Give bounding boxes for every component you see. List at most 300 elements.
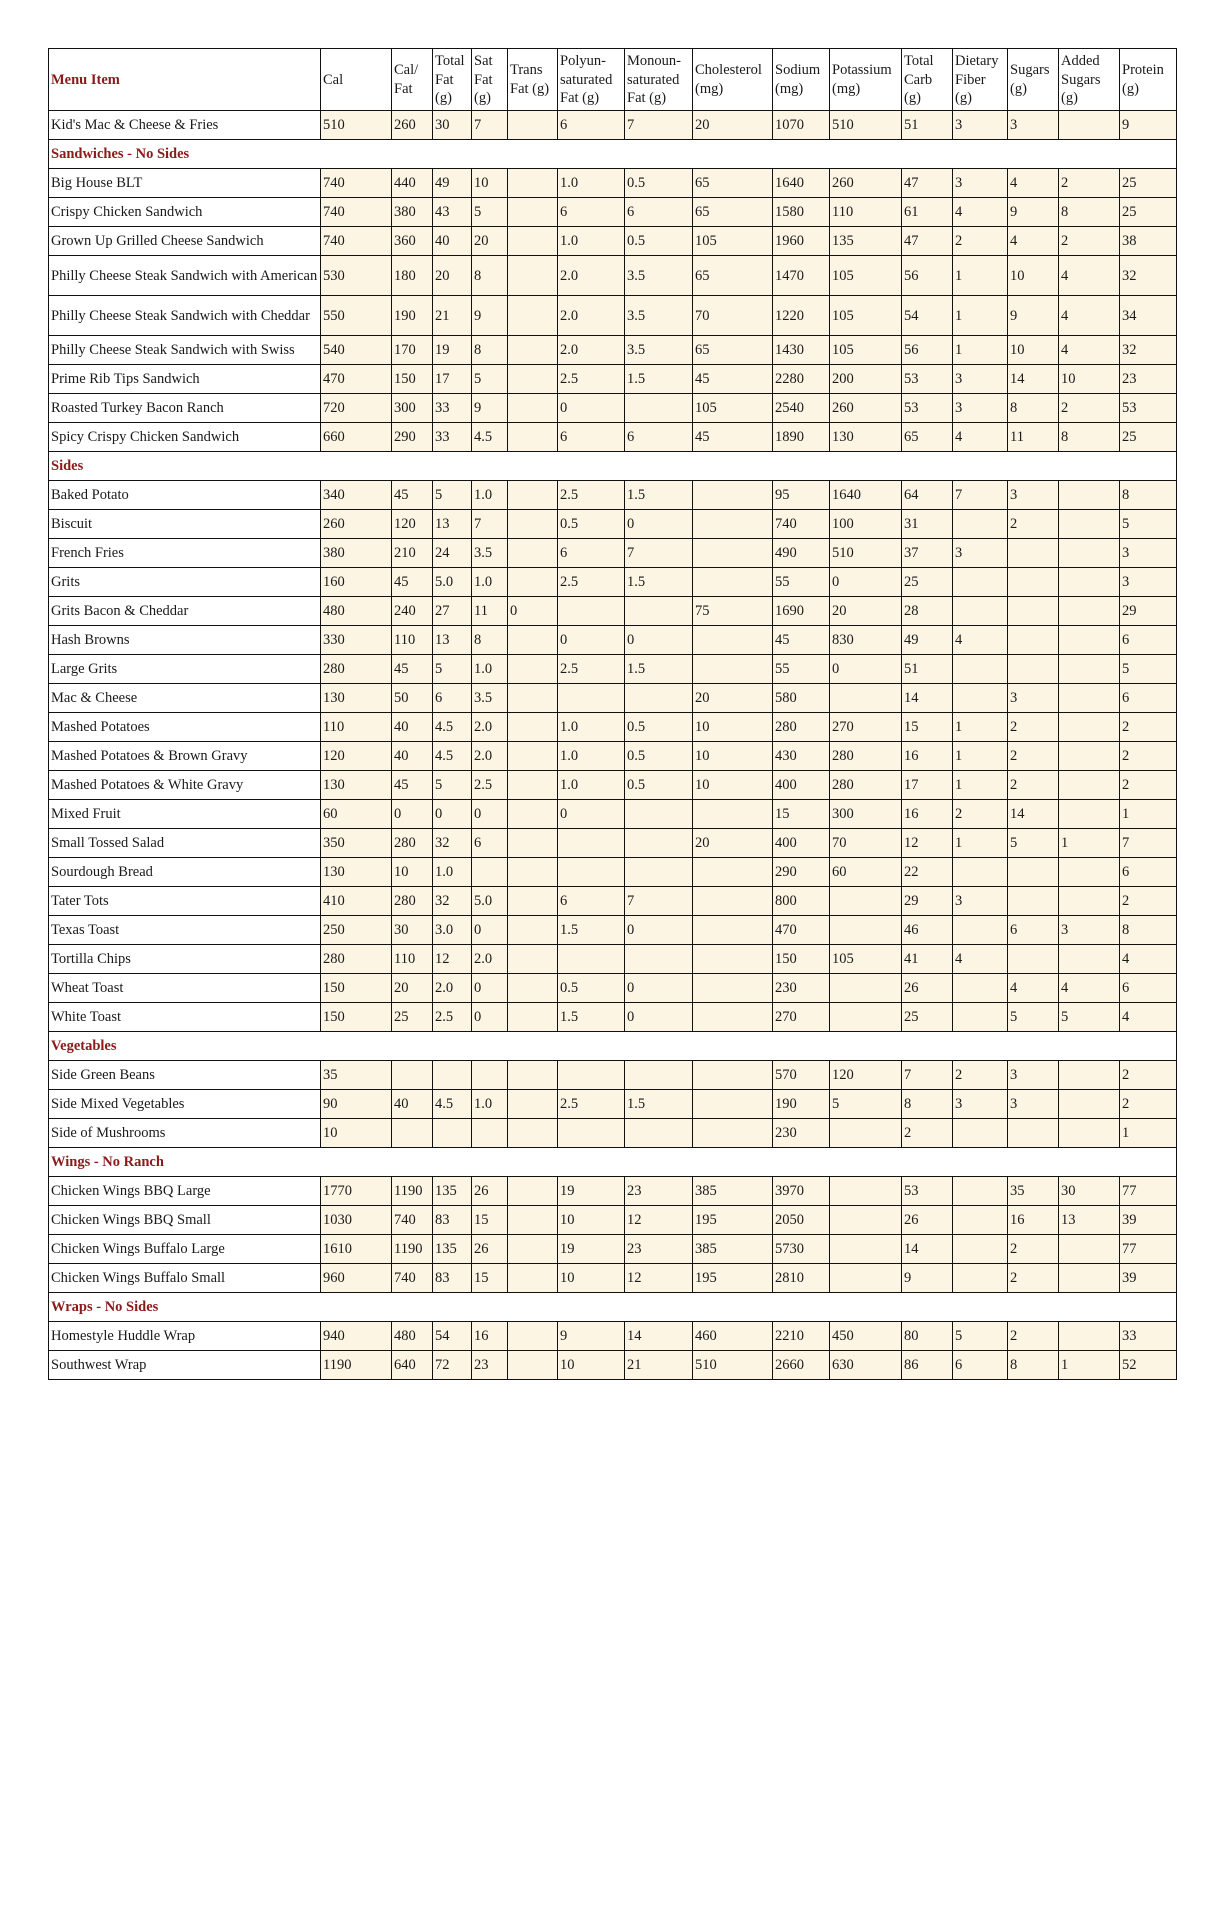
nutrient-value: 110: [392, 945, 433, 974]
nutrient-value: 10: [693, 713, 773, 742]
nutrient-value: [508, 568, 558, 597]
nutrient-value: 195: [693, 1206, 773, 1235]
nutrient-value: 47: [902, 227, 953, 256]
nutrient-value: 2050: [773, 1206, 830, 1235]
table-body: [49, 111, 1177, 1380]
nutrient-value: [830, 1119, 902, 1148]
menu-item-name: Small Tossed Salad: [49, 829, 321, 858]
nutrient-value: 39: [1120, 1206, 1177, 1235]
nutrient-value: 51: [902, 655, 953, 684]
nutrient-value: 53: [902, 365, 953, 394]
nutrient-value: 45: [693, 365, 773, 394]
nutrient-value: 135: [433, 1177, 472, 1206]
table-row: [49, 1322, 1177, 1351]
nutrient-value: 25: [1120, 198, 1177, 227]
nutrient-value: [953, 655, 1008, 684]
nutrient-value: 105: [830, 256, 902, 296]
nutrient-value: [508, 365, 558, 394]
nutrient-value: 470: [773, 916, 830, 945]
nutrient-value: 15: [773, 800, 830, 829]
nutrient-value: 21: [433, 296, 472, 336]
nutrient-value: 56: [902, 336, 953, 365]
nutrient-value: 0: [625, 510, 693, 539]
nutrient-value: [508, 684, 558, 713]
nutrient-value: [1059, 481, 1120, 510]
menu-item-name: Tater Tots: [49, 887, 321, 916]
nutrient-value: 3.0: [433, 916, 472, 945]
nutrient-value: 2: [1120, 742, 1177, 771]
nutrient-value: 0: [433, 800, 472, 829]
table-row: [49, 169, 1177, 198]
nutrient-value: 19: [558, 1235, 625, 1264]
nutrient-value: 385: [693, 1235, 773, 1264]
section-title: Vegetables: [49, 1032, 1177, 1061]
nutrient-value: [508, 510, 558, 539]
nutrient-value: 1030: [321, 1206, 392, 1235]
nutrient-value: 64: [902, 481, 953, 510]
nutrient-value: 2: [902, 1119, 953, 1148]
nutrient-value: 360: [392, 227, 433, 256]
nutrient-value: [953, 1003, 1008, 1032]
nutrient-value: 33: [433, 423, 472, 452]
menu-item-name: Big House BLT: [49, 169, 321, 198]
nutrient-value: 0: [558, 626, 625, 655]
nutrient-value: 2: [1008, 713, 1059, 742]
nutrient-value: 480: [392, 1322, 433, 1351]
nutrient-value: 640: [392, 1351, 433, 1380]
nutrient-value: [1008, 568, 1059, 597]
nutrient-value: 460: [693, 1322, 773, 1351]
table-row: [49, 655, 1177, 684]
nutrient-value: 0: [472, 1003, 508, 1032]
nutrient-value: 2: [1059, 394, 1120, 423]
nutrient-value: 12: [625, 1264, 693, 1293]
nutrient-value: [693, 539, 773, 568]
nutrient-value: 150: [392, 365, 433, 394]
nutrient-value: 46: [902, 916, 953, 945]
nutrient-value: 3.5: [625, 336, 693, 365]
nutrient-value: 270: [830, 713, 902, 742]
nutrient-value: [1059, 1322, 1120, 1351]
nutrient-value: 150: [321, 1003, 392, 1032]
nutrient-value: [1008, 858, 1059, 887]
nutrient-value: 35: [321, 1061, 392, 1090]
nutrient-value: [1059, 1119, 1120, 1148]
nutrient-value: 25: [392, 1003, 433, 1032]
nutrient-value: 740: [321, 227, 392, 256]
table-row: [49, 227, 1177, 256]
nutrient-value: 40: [392, 1090, 433, 1119]
nutrient-value: 5: [1120, 510, 1177, 539]
nutrient-value: 11: [1008, 423, 1059, 452]
nutrient-value: [508, 198, 558, 227]
menu-item-name: Philly Cheese Steak Sandwich with Cheddar: [49, 296, 321, 336]
nutrient-value: 960: [321, 1264, 392, 1293]
nutrient-value: 290: [392, 423, 433, 452]
nutrient-value: 11: [472, 597, 508, 626]
menu-item-name: Wheat Toast: [49, 974, 321, 1003]
nutrient-value: 1640: [773, 169, 830, 198]
nutrient-value: 8: [1120, 481, 1177, 510]
nutrient-value: 9: [558, 1322, 625, 1351]
nutrient-value: 2280: [773, 365, 830, 394]
nutrient-value: [1059, 684, 1120, 713]
nutrient-value: 2: [953, 800, 1008, 829]
nutrient-value: [953, 597, 1008, 626]
nutrient-value: 120: [830, 1061, 902, 1090]
nutrient-value: [693, 655, 773, 684]
nutrient-value: [830, 916, 902, 945]
menu-item-name: Sourdough Bread: [49, 858, 321, 887]
nutrient-value: [558, 858, 625, 887]
nutrient-value: 470: [321, 365, 392, 394]
nutrient-value: 5730: [773, 1235, 830, 1264]
nutrient-value: [508, 742, 558, 771]
nutrient-value: [1059, 1090, 1120, 1119]
nutrient-value: 3: [1120, 539, 1177, 568]
nutrient-value: 30: [392, 916, 433, 945]
nutrient-value: [953, 1206, 1008, 1235]
column-header: Cholesterol (mg): [693, 49, 773, 111]
menu-item-name: Southwest Wrap: [49, 1351, 321, 1380]
nutrient-value: [508, 1090, 558, 1119]
nutrient-value: 4.5: [433, 713, 472, 742]
nutrient-value: 70: [830, 829, 902, 858]
nutrient-value: 570: [773, 1061, 830, 1090]
nutrient-value: [953, 568, 1008, 597]
nutrient-value: [693, 1119, 773, 1148]
nutrient-value: [558, 597, 625, 626]
nutrient-value: 1.5: [625, 481, 693, 510]
nutrient-value: 0: [830, 568, 902, 597]
nutrient-value: [1059, 887, 1120, 916]
nutrient-value: 0.5: [625, 227, 693, 256]
nutrient-value: 2: [1008, 1322, 1059, 1351]
nutrient-value: 5: [433, 481, 472, 510]
nutrient-value: 260: [392, 111, 433, 140]
section-title: Wraps - No Sides: [49, 1293, 1177, 1322]
menu-item-name: White Toast: [49, 1003, 321, 1032]
nutrient-value: 8: [472, 336, 508, 365]
nutrient-value: 61: [902, 198, 953, 227]
nutrient-value: 24: [433, 539, 472, 568]
nutrient-value: 630: [830, 1351, 902, 1380]
nutrient-value: 5: [953, 1322, 1008, 1351]
nutrient-value: 77: [1120, 1235, 1177, 1264]
table-row: [49, 365, 1177, 394]
nutrient-value: 280: [321, 655, 392, 684]
table-row: [49, 858, 1177, 887]
nutrient-value: 110: [830, 198, 902, 227]
table-row: [49, 510, 1177, 539]
menu-item-name: Mashed Potatoes: [49, 713, 321, 742]
nutrient-value: [1059, 655, 1120, 684]
nutrient-value: 410: [321, 887, 392, 916]
nutrient-value: [508, 655, 558, 684]
nutrient-value: 2540: [773, 394, 830, 423]
nutrient-value: 4: [1120, 945, 1177, 974]
table-row: [49, 256, 1177, 296]
nutrient-value: 230: [773, 1119, 830, 1148]
nutrient-value: 14: [902, 684, 953, 713]
nutrient-value: 0: [472, 974, 508, 1003]
nutrient-value: 4.5: [433, 1090, 472, 1119]
nutrient-value: 1190: [321, 1351, 392, 1380]
nutrient-value: [508, 1322, 558, 1351]
nutrient-value: 31: [902, 510, 953, 539]
nutrient-value: 54: [902, 296, 953, 336]
table-row: [49, 568, 1177, 597]
nutrient-value: 0: [472, 800, 508, 829]
nutrient-value: 230: [773, 974, 830, 1003]
nutrient-value: [625, 829, 693, 858]
nutrient-value: 45: [392, 771, 433, 800]
table-row: [49, 296, 1177, 336]
nutrient-value: 540: [321, 336, 392, 365]
table-row: [49, 974, 1177, 1003]
nutrient-value: [508, 1061, 558, 1090]
nutrient-value: 60: [830, 858, 902, 887]
nutrient-value: 135: [830, 227, 902, 256]
nutrient-value: 0: [472, 916, 508, 945]
nutrient-value: [1059, 1235, 1120, 1264]
section-header-row: [49, 1148, 1177, 1177]
nutrient-value: 3.5: [625, 256, 693, 296]
nutrient-value: 740: [773, 510, 830, 539]
nutrient-value: [472, 858, 508, 887]
nutrient-value: 1890: [773, 423, 830, 452]
nutrient-value: 12: [625, 1206, 693, 1235]
nutrient-value: 28: [902, 597, 953, 626]
nutrient-value: 510: [830, 111, 902, 140]
nutrient-value: 14: [1008, 365, 1059, 394]
nutrient-value: [830, 1235, 902, 1264]
menu-item-name: Texas Toast: [49, 916, 321, 945]
nutrient-value: [508, 800, 558, 829]
nutrient-value: 52: [1120, 1351, 1177, 1380]
nutrient-value: 3.5: [472, 539, 508, 568]
nutrient-value: 83: [433, 1264, 472, 1293]
nutrient-value: 65: [693, 198, 773, 227]
nutrient-value: 300: [392, 394, 433, 423]
menu-item-name: Grits: [49, 568, 321, 597]
nutrient-value: 240: [392, 597, 433, 626]
nutrient-value: 800: [773, 887, 830, 916]
nutrient-value: 0: [625, 974, 693, 1003]
nutrient-value: [625, 945, 693, 974]
nutrient-value: 3: [1120, 568, 1177, 597]
nutrient-value: [830, 887, 902, 916]
nutrient-value: 1.5: [625, 365, 693, 394]
nutrient-value: 33: [433, 394, 472, 423]
nutrient-value: 400: [773, 829, 830, 858]
nutrient-value: 280: [773, 713, 830, 742]
nutrient-value: 17: [902, 771, 953, 800]
nutrient-value: [508, 336, 558, 365]
section-title: Sandwiches - No Sides: [49, 140, 1177, 169]
nutrient-value: 80: [902, 1322, 953, 1351]
nutrient-value: 4: [953, 423, 1008, 452]
nutrient-value: 19: [558, 1177, 625, 1206]
nutrient-value: 16: [472, 1322, 508, 1351]
nutrient-value: [508, 111, 558, 140]
nutrient-value: 10: [392, 858, 433, 887]
nutrient-value: 5: [1008, 1003, 1059, 1032]
nutrient-value: 3: [1059, 916, 1120, 945]
nutrient-value: 440: [392, 169, 433, 198]
nutrient-value: 39: [1120, 1264, 1177, 1293]
nutrient-value: 280: [830, 742, 902, 771]
nutrient-value: [558, 684, 625, 713]
nutrient-value: 400: [773, 771, 830, 800]
nutrient-value: [693, 858, 773, 887]
nutrient-value: 20: [392, 974, 433, 1003]
nutrient-value: 105: [693, 227, 773, 256]
nutrient-value: [693, 974, 773, 1003]
nutrient-value: [693, 481, 773, 510]
menu-item-name: Chicken Wings Buffalo Large: [49, 1235, 321, 1264]
nutrient-value: 1: [953, 829, 1008, 858]
nutrient-value: 3: [1008, 1061, 1059, 1090]
nutrient-value: 110: [321, 713, 392, 742]
nutrient-value: 55: [773, 655, 830, 684]
nutrient-value: 7: [625, 111, 693, 140]
table-row: [49, 198, 1177, 227]
table-row: [49, 423, 1177, 452]
table-row: [49, 111, 1177, 140]
nutrient-value: 380: [392, 198, 433, 227]
nutrient-value: 25: [902, 1003, 953, 1032]
nutrient-value: 1: [1120, 800, 1177, 829]
column-header: Dietary Fiber (g): [953, 49, 1008, 111]
nutrient-value: 53: [902, 394, 953, 423]
nutrient-value: [508, 945, 558, 974]
nutrient-value: 16: [902, 742, 953, 771]
nutrient-value: 2.5: [558, 1090, 625, 1119]
nutrient-value: [625, 597, 693, 626]
menu-item-name: Biscuit: [49, 510, 321, 539]
nutrient-value: 20: [693, 111, 773, 140]
section-title: Sides: [49, 452, 1177, 481]
nutrient-value: 4: [1120, 1003, 1177, 1032]
nutrient-value: 0: [558, 394, 625, 423]
nutrient-value: 1: [953, 336, 1008, 365]
nutrient-value: 1: [1059, 829, 1120, 858]
nutrient-value: 1.0: [558, 771, 625, 800]
nutrient-value: 1470: [773, 256, 830, 296]
nutrient-value: 15: [472, 1264, 508, 1293]
nutrient-value: 450: [830, 1322, 902, 1351]
nutrient-value: 2.5: [558, 481, 625, 510]
nutrient-value: 6: [1120, 974, 1177, 1003]
nutrient-value: 160: [321, 568, 392, 597]
nutrient-value: 10: [321, 1119, 392, 1148]
nutrient-value: 95: [773, 481, 830, 510]
nutrient-value: [693, 800, 773, 829]
column-header: Sugars (g): [1008, 49, 1059, 111]
nutrient-value: 45: [773, 626, 830, 655]
nutrient-value: 6: [472, 829, 508, 858]
nutrient-value: 1.0: [558, 227, 625, 256]
nutrient-value: 490: [773, 539, 830, 568]
nutrient-value: 2.0: [558, 336, 625, 365]
nutrient-value: [508, 1351, 558, 1380]
nutrient-value: 0: [508, 597, 558, 626]
nutrient-value: 8: [472, 256, 508, 296]
nutrient-value: [625, 1061, 693, 1090]
menu-item-name: Mixed Fruit: [49, 800, 321, 829]
nutrient-value: [433, 1119, 472, 1148]
nutrient-value: [693, 568, 773, 597]
nutrient-value: 1.5: [625, 655, 693, 684]
nutrient-value: 1: [1059, 1351, 1120, 1380]
nutrient-value: [1059, 1061, 1120, 1090]
nutrient-value: 1.0: [558, 742, 625, 771]
nutrient-value: 2.5: [558, 568, 625, 597]
nutrient-value: 2: [1120, 1061, 1177, 1090]
nutrient-value: [1059, 539, 1120, 568]
menu-item-name: Mashed Potatoes & White Gravy: [49, 771, 321, 800]
nutrient-value: 1: [953, 742, 1008, 771]
nutrient-value: 2210: [773, 1322, 830, 1351]
nutrient-value: 180: [392, 256, 433, 296]
nutrient-value: 1: [953, 713, 1008, 742]
nutrient-value: 7: [625, 539, 693, 568]
menu-item-name: Grown Up Grilled Cheese Sandwich: [49, 227, 321, 256]
nutrient-value: 10: [558, 1264, 625, 1293]
nutrient-value: 740: [392, 1264, 433, 1293]
section-header-row: [49, 1032, 1177, 1061]
nutrient-value: 8: [1059, 198, 1120, 227]
nutrient-value: 35: [1008, 1177, 1059, 1206]
nutrient-value: 30: [1059, 1177, 1120, 1206]
nutrient-value: 2: [1008, 1235, 1059, 1264]
nutrient-value: [625, 684, 693, 713]
nutrient-value: 6: [1008, 916, 1059, 945]
nutrient-value: 4: [953, 198, 1008, 227]
nutrient-value: 0: [625, 626, 693, 655]
table-row: [49, 336, 1177, 365]
nutrient-value: 290: [773, 858, 830, 887]
nutrient-value: 12: [433, 945, 472, 974]
nutrient-value: 53: [902, 1177, 953, 1206]
nutrient-value: 0: [558, 800, 625, 829]
nutrient-value: 3: [953, 169, 1008, 198]
nutrient-value: 51: [902, 111, 953, 140]
menu-item-name: Baked Potato: [49, 481, 321, 510]
table-row: [49, 800, 1177, 829]
nutrient-value: [693, 626, 773, 655]
nutrient-value: 6: [953, 1351, 1008, 1380]
menu-item-name: Kid's Mac & Cheese & Fries: [49, 111, 321, 140]
nutrient-value: [1059, 510, 1120, 539]
nutrient-value: [1059, 568, 1120, 597]
nutrient-value: 32: [433, 829, 472, 858]
nutrient-value: 38: [1120, 227, 1177, 256]
nutrient-value: 5: [472, 198, 508, 227]
menu-item-name: Side Green Beans: [49, 1061, 321, 1090]
nutrient-value: [558, 1119, 625, 1148]
nutrient-value: 26: [472, 1235, 508, 1264]
nutrient-value: 190: [773, 1090, 830, 1119]
nutrient-value: 2.5: [558, 365, 625, 394]
table-row: [49, 481, 1177, 510]
nutrient-value: 1220: [773, 296, 830, 336]
menu-item-name: Side Mixed Vegetables: [49, 1090, 321, 1119]
nutrient-value: [1008, 1119, 1059, 1148]
nutrient-value: 0.5: [558, 974, 625, 1003]
nutrient-value: 480: [321, 597, 392, 626]
